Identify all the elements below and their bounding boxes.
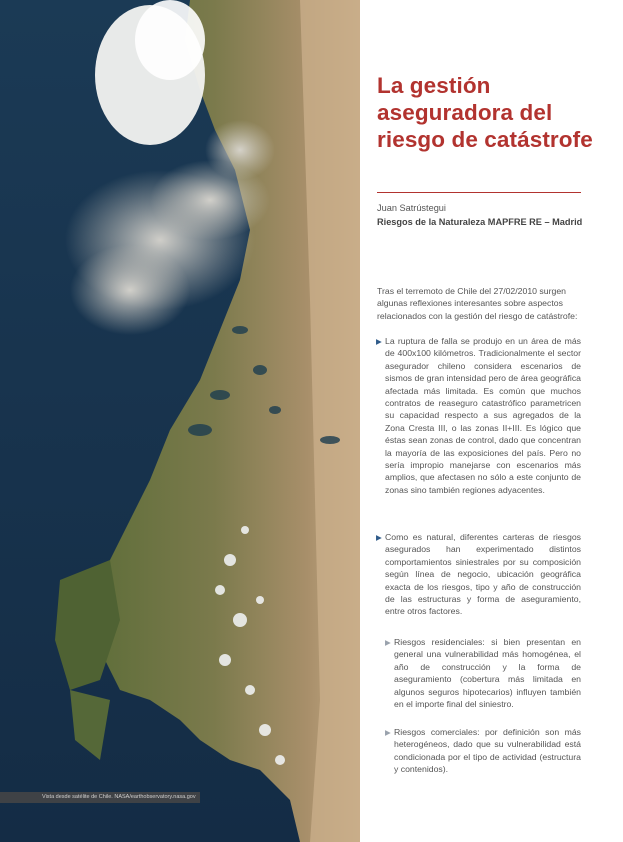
- sub-bullet-commercial: [385, 726, 581, 776]
- bullet-text: La ruptura de falla se produjo en un área de más de 400x100 kilómetros. Tradicionalmente el sector asegurador chileno considera escenarios de sismos de gran intensidad pero de área geográfica afectada más limitada. Es común que muchos contratos de reaseguro catastrófico parametricen su capacidad respecto a sus agregados de la Zona Cresta III, o las zonas II+III. Es lógico que éstas sean zonas de control, dado que concentran la mayoría de las exposiciones del país. Pero no sería impropio manejarse con escenarios más amplios, que afectasen no sólo a este conjunto de zonas sino también regiones adyacentes.: [385, 336, 581, 495]
- photo-caption: Vista desde satélite de Chile. NASA/earthobservatory.nasa.gov: [0, 792, 200, 803]
- article-title: La gestión aseguradora del riesgo de catástrofe: [377, 73, 593, 152]
- bullet-portfolios: [376, 531, 581, 618]
- triangle-bullet-icon: ▶: [376, 533, 382, 542]
- author-affiliation: Riesgos de la Naturaleza MAPFRE RE – Madrid: [377, 217, 583, 227]
- sub-bullet-text: Riesgos comerciales: por definición son más heterogéneos, dado que su vulnerabilidad está condicionada por el tipo de actividad (estructura y contenidos).: [394, 727, 581, 775]
- triangle-bullet-icon: ▶: [385, 638, 391, 647]
- sub-bullet-text: Riesgos residenciales: si bien presentan en general una vulnerabilidad más homogénea, el año de construcción y la forma de aseguramiento (cobertura más limitada en algunos seguros hipotecarios) influyen también en el importe final del siniestro.: [394, 637, 581, 710]
- bullet-text: Como es natural, diferentes carteras de riesgos asegurados han experimentado distintos comportamientos siniestrales por su composición según línea de negocio, ubicación geográfica exacta de los riesgos, tipo y año de construcción de las estructuras y forma de aseguramiento, entre otros factores.: [385, 532, 581, 617]
- sub-bullet-residential: [385, 636, 581, 710]
- title-rule: [377, 192, 581, 193]
- article-column: [360, 0, 623, 842]
- intro-paragraph: Tras el terremoto de Chile del 27/02/2010 surgen algunas reflexiones interesantes sobre aspectos relacionados con la gestión del riesgo de catástrofe:: [377, 286, 578, 321]
- triangle-bullet-icon: ▶: [385, 728, 391, 737]
- triangle-bullet-icon: ▶: [376, 337, 382, 346]
- bullet-fault-rupture: [376, 335, 581, 496]
- author-name: Juan Satrústegui: [377, 203, 446, 213]
